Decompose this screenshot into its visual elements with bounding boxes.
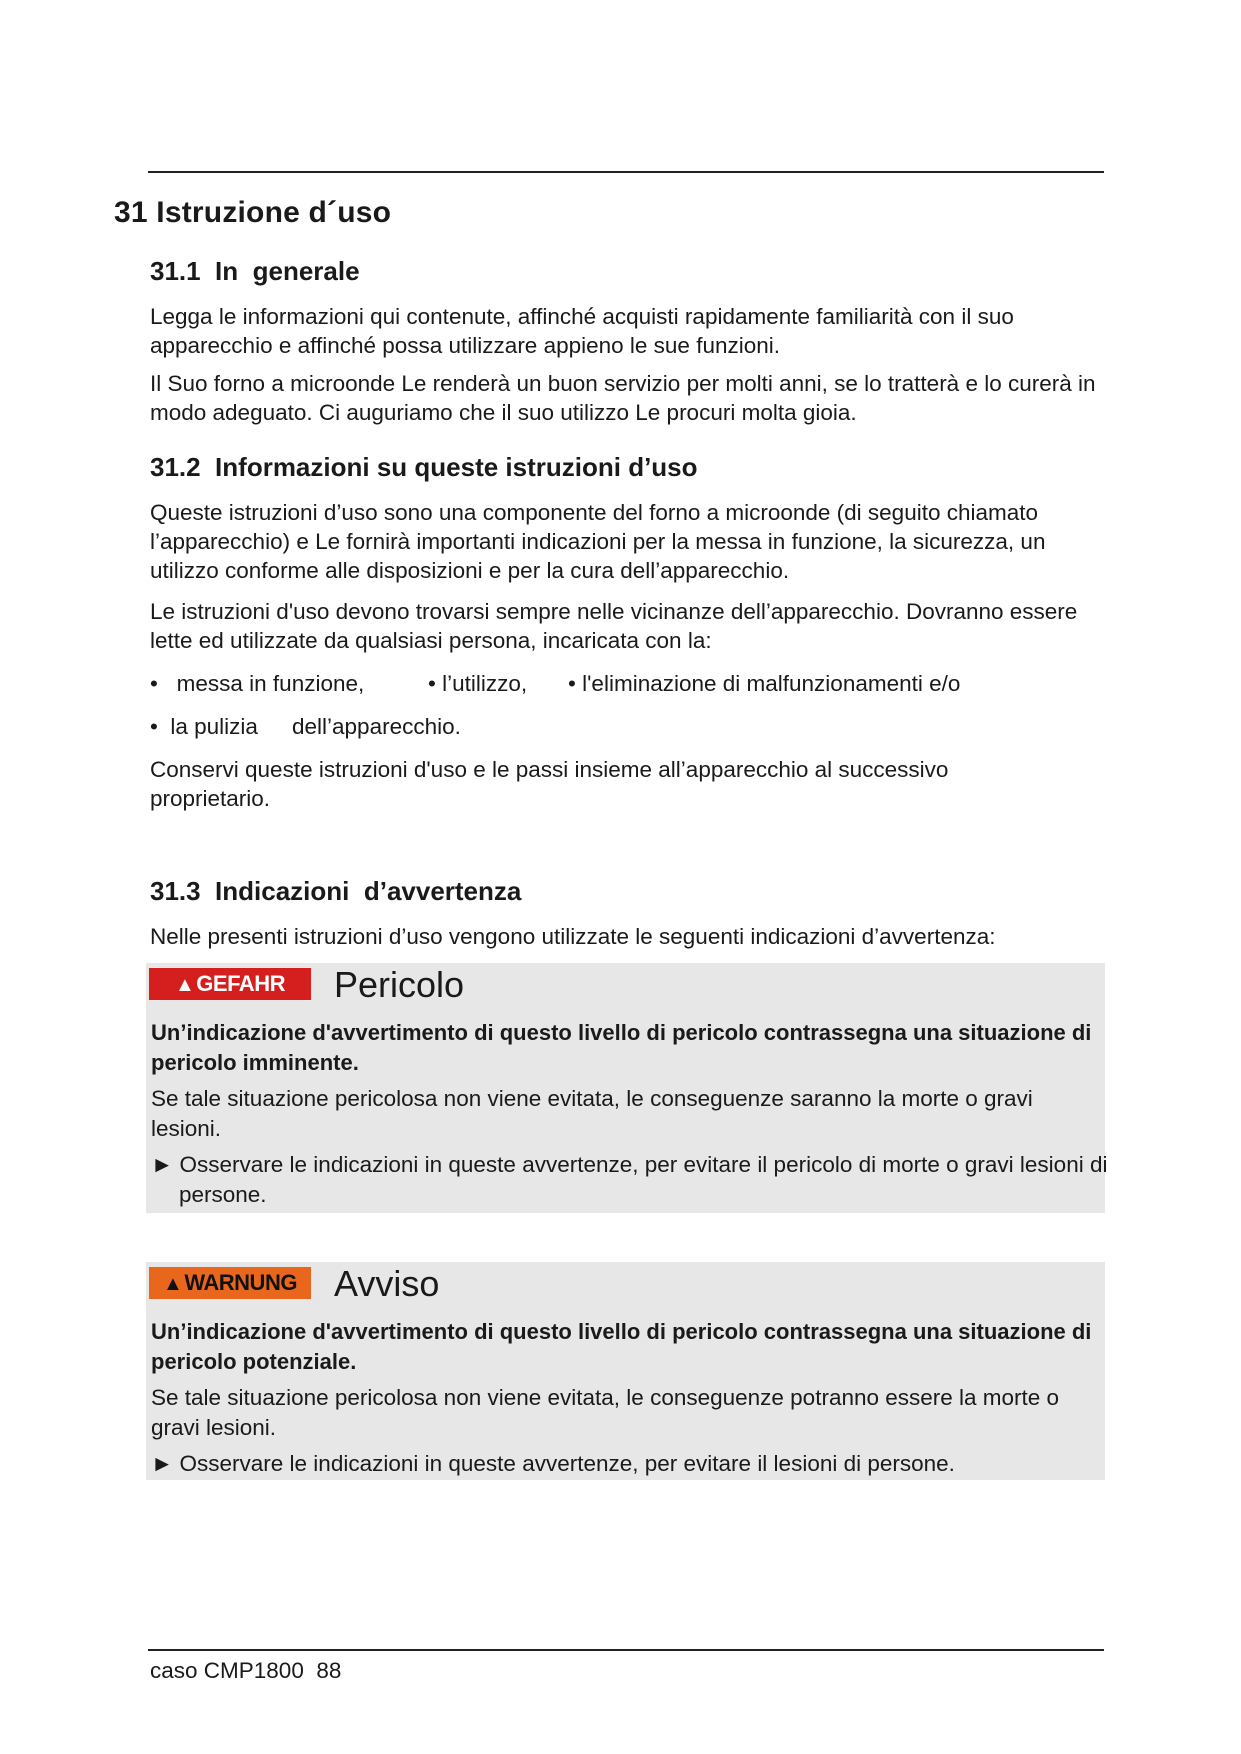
notice-action: ► Osservare le indicazioni in queste avvertenze, per evitare il pericolo di morte o gravi lesioni di persone. xyxy=(151,1152,1108,1207)
chapter-title: 31 Istruzione d´uso xyxy=(114,196,392,229)
section-heading-general: 31.1 In generale xyxy=(150,256,360,286)
warning-triangle-icon: ▲ xyxy=(175,974,195,996)
warning-notice xyxy=(146,1262,1105,1480)
section-heading-warnings: 31.3 Indicazioni d’avvertenza xyxy=(150,876,522,906)
bullet-item: • l'eliminazione di malfunzionamenti e/o xyxy=(568,671,961,696)
danger-badge xyxy=(149,968,311,1000)
danger-notice xyxy=(146,963,1108,1213)
badge-label: GEFAHR xyxy=(196,971,285,996)
notice-text: Se tale situazione pericolosa non viene evitata, le conseguenze saranno la morte o gravi lesioni. xyxy=(151,1086,1033,1141)
warning-triangle-icon: ▲ xyxy=(163,1273,183,1295)
bullet-item: dell’apparecchio. xyxy=(292,714,461,739)
paragraph: Il Suo forno a microonde Le renderà un buon servizio per molti anni, se lo tratterà e lo curerà in modo adeguato. Ci auguriamo che il suo utilizzo Le procuri molta gioia. xyxy=(150,371,1096,425)
paragraph: Le istruzioni d'uso devono trovarsi sempre nelle vicinanze dell’apparecchio. Dovranno essere lette ed utilizzate da qualsiasi persona, incaricata con la: xyxy=(150,599,1078,653)
bullet-item: • la pulizia xyxy=(150,714,258,739)
paragraph: Queste istruzioni d’uso sono una componente del forno a microonde (di seguito chiamato l’apparecchio) e Le fornirà importanti indicazioni per la messa in funzione, la sicurezza, un utilizzo conforme alle disposizioni e per la cura dell’apparecchio. xyxy=(150,500,1046,583)
notice-bold-text: Un’indicazione d'avvertimento di questo livello di pericolo contrassegna una situazione di pericolo potenziale. xyxy=(151,1319,1092,1374)
footer-text: caso CMP1800 88 xyxy=(150,1658,342,1683)
notice-text: Se tale situazione pericolosa non viene evitata, le conseguenze potranno essere la morte o gravi lesioni. xyxy=(151,1385,1060,1440)
section-heading-info: 31.2 Informazioni su queste istruzioni d’uso xyxy=(150,452,698,482)
bullet-item: • l’utilizzo, xyxy=(428,671,528,696)
footer-rule xyxy=(148,1649,1104,1651)
paragraph: Conservi queste istruzioni d'uso e le passi insieme all’apparecchio al successivo proprietario. xyxy=(150,757,949,811)
notice-title: Pericolo xyxy=(334,964,465,1005)
paragraph: Nelle presenti istruzioni d’uso vengono utilizzate le seguenti indicazioni d’avvertenza: xyxy=(150,924,996,949)
notice-title: Avviso xyxy=(334,1263,440,1304)
bullet-item: • messa in funzione, xyxy=(150,671,365,696)
header-rule xyxy=(148,171,1104,173)
badge-label: WARNUNG xyxy=(184,1270,297,1295)
paragraph: Legga le informazioni qui contenute, affinché acquisti rapidamente familiarità con il suo apparecchio e affinché possa utilizzare appieno le sue funzioni. xyxy=(150,304,1014,358)
notice-action: ► Osservare le indicazioni in queste avvertenze, per evitare il lesioni di persone. xyxy=(151,1451,955,1476)
notice-bold-text: Un’indicazione d'avvertimento di questo livello di pericolo contrassegna una situazione di pericolo imminente. xyxy=(151,1020,1092,1075)
warning-badge xyxy=(149,1267,311,1299)
